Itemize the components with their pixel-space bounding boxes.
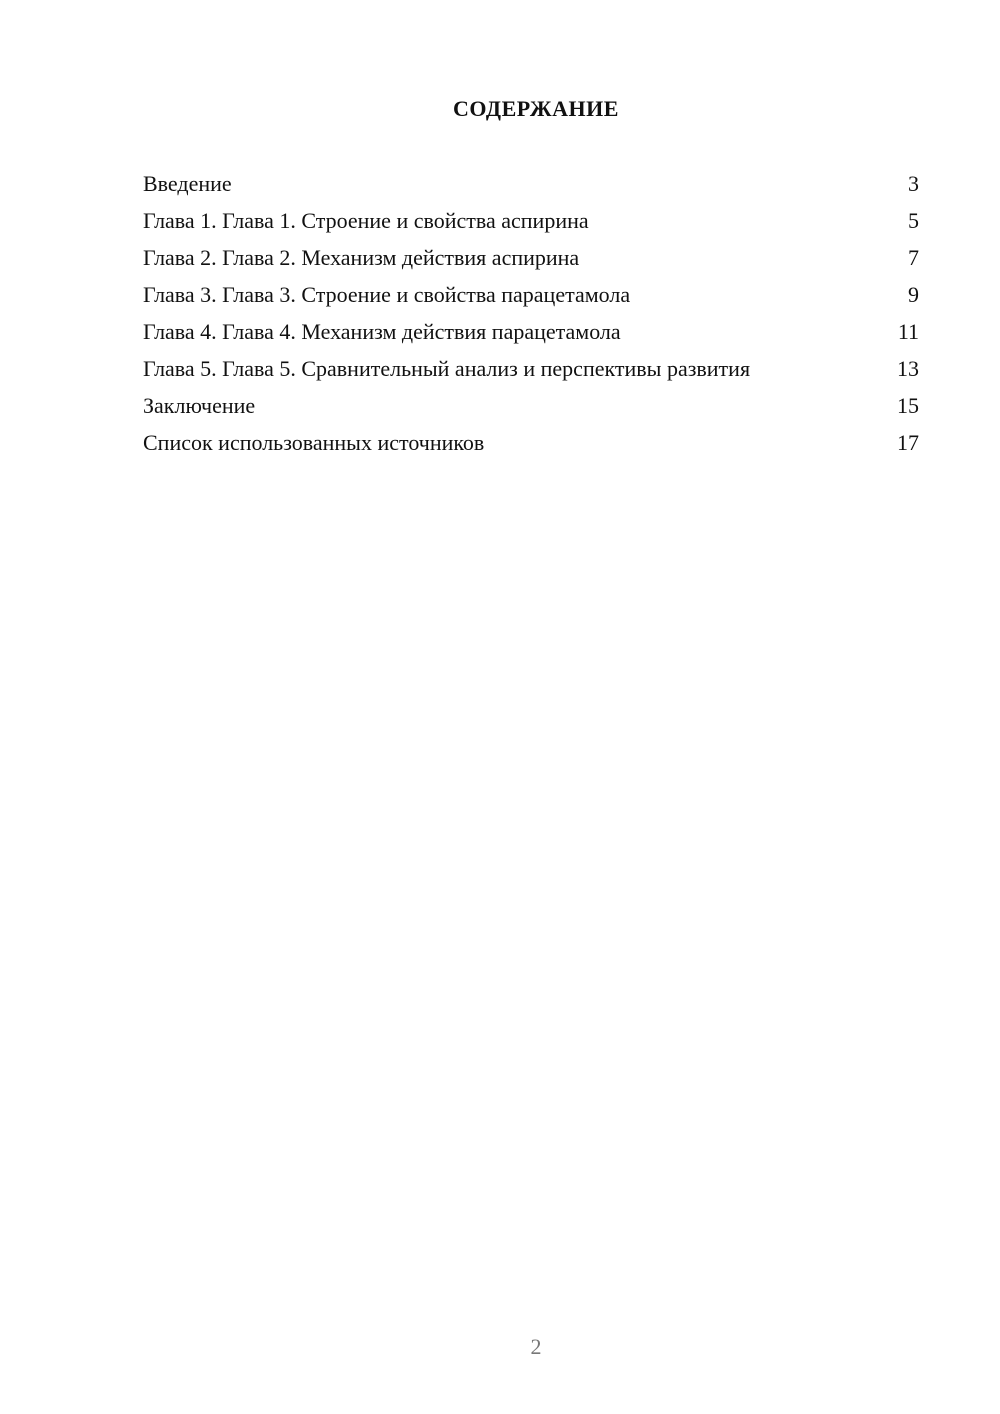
table-of-contents	[143, 170, 919, 466]
toc-item-page: 7	[908, 245, 919, 270]
toc-item-chapter-3[interactable]	[143, 281, 919, 308]
toc-item-label: Глава 5. Глава 5. Сравнительный анализ и перспективы развития	[143, 356, 751, 381]
toc-item-page: 3	[908, 171, 919, 196]
toc-item-label: Список использованных источников	[143, 430, 485, 455]
toc-item-chapter-2[interactable]	[143, 244, 919, 271]
toc-item-label: Введение	[143, 171, 232, 196]
toc-item-conclusion[interactable]	[143, 392, 919, 419]
toc-title: СОДЕРЖАНИЕ	[453, 96, 619, 121]
toc-item-label: Глава 1. Глава 1. Строение и свойства аспирина	[143, 208, 589, 233]
toc-item-page: 9	[908, 282, 919, 307]
toc-item-introduction[interactable]	[143, 170, 919, 197]
toc-item-page: 15	[897, 393, 919, 418]
toc-item-label: Глава 3. Глава 3. Строение и свойства парацетамола	[143, 282, 631, 307]
toc-item-label: Глава 4. Глава 4. Механизм действия парацетамола	[143, 319, 621, 344]
toc-item-page: 5	[908, 208, 919, 233]
toc-item-references[interactable]	[143, 429, 919, 456]
toc-item-page: 13	[897, 356, 919, 381]
toc-item-chapter-4[interactable]	[143, 318, 919, 345]
toc-item-page: 17	[897, 430, 919, 455]
toc-item-label: Заключение	[143, 393, 256, 418]
page-number: 2	[530, 1334, 542, 1359]
toc-item-page: 11	[897, 319, 919, 344]
toc-item-label: Глава 2. Глава 2. Механизм действия аспирина	[143, 245, 580, 270]
toc-item-chapter-1[interactable]	[143, 207, 919, 234]
toc-item-chapter-5[interactable]	[143, 355, 919, 382]
